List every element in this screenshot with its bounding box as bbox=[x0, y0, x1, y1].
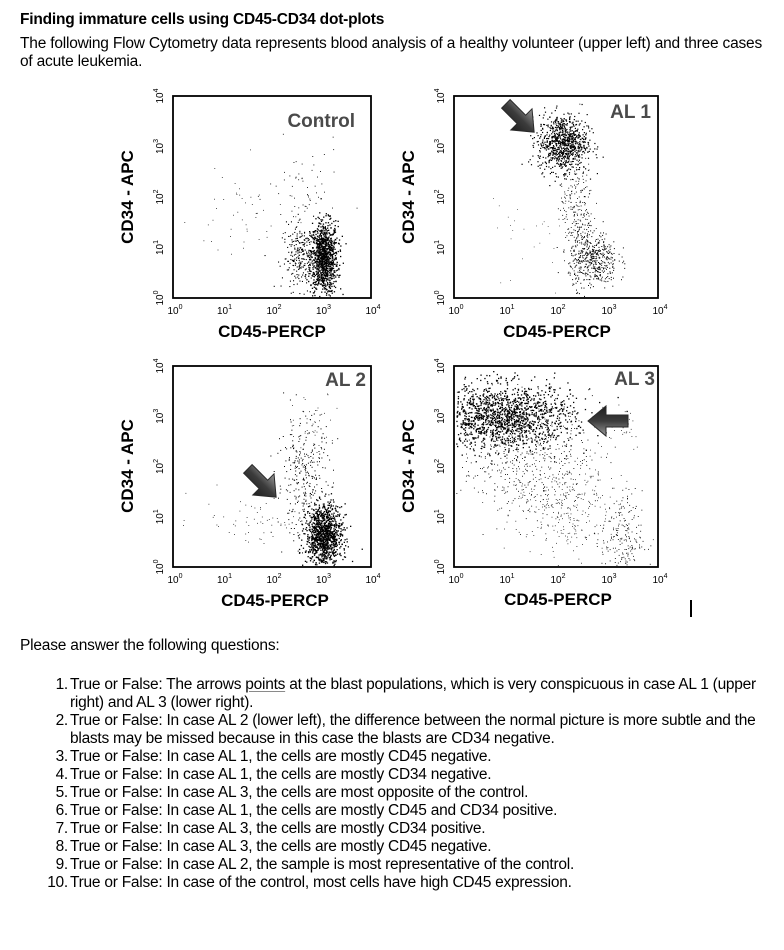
svg-text:101: $10^1$ bbox=[434, 239, 447, 256]
svg-text:102: $10^2$ bbox=[266, 304, 282, 317]
svg-text:104: $10^4$ bbox=[434, 88, 447, 104]
tick-label bbox=[153, 290, 166, 305]
blast-arrow-icon bbox=[495, 93, 544, 142]
tick-label bbox=[652, 573, 667, 586]
tick-label bbox=[153, 459, 166, 474]
plot-label: AL 1 bbox=[610, 102, 651, 123]
question-item bbox=[20, 784, 770, 802]
page-title: Finding immature cells using CD45-CD34 dot-plots bbox=[20, 11, 385, 28]
y-axis-label: CD34 - APC bbox=[399, 150, 418, 244]
question-number: 5. bbox=[55, 784, 68, 801]
question-number: 3. bbox=[55, 748, 68, 765]
svg-text:104: $10^4$ bbox=[153, 358, 166, 374]
tick-label bbox=[434, 509, 447, 524]
question-text: True or False: The arrows bbox=[70, 676, 246, 693]
tick-label bbox=[153, 240, 166, 255]
question-number: 2. bbox=[55, 712, 68, 729]
axis-ticks bbox=[434, 358, 668, 586]
x-axis-label: CD45-PERCP bbox=[221, 591, 329, 610]
plot-label: AL 3 bbox=[614, 369, 655, 390]
underlined-word: points bbox=[245, 676, 286, 693]
tick-label bbox=[365, 573, 380, 586]
tick-label bbox=[316, 304, 331, 317]
svg-text:100: $10^0$ bbox=[153, 559, 166, 575]
svg-text:102: $10^2$ bbox=[550, 304, 566, 317]
svg-text:100: $10^0$ bbox=[167, 304, 183, 317]
question-item bbox=[20, 838, 770, 856]
question-text: True or False: In case AL 2, the sample is most representative of the control. bbox=[70, 856, 575, 873]
question-number: 1. bbox=[55, 676, 68, 693]
tick-label bbox=[365, 304, 380, 317]
svg-text:103: $10^3$ bbox=[601, 304, 617, 317]
x-axis-label: CD45-PERCP bbox=[504, 590, 612, 609]
svg-text:104: $10^4$ bbox=[365, 573, 381, 586]
question-text: True or False: In case AL 2 (lower left), the difference between the normal picture is more subtle and the blasts may be missed because in this case the blasts are CD34 negative. bbox=[70, 712, 756, 747]
dot-plot-al1 bbox=[399, 88, 668, 341]
tick-label bbox=[434, 139, 447, 154]
question-item bbox=[20, 712, 770, 748]
tick-label bbox=[601, 573, 616, 586]
svg-text:103: $10^3$ bbox=[434, 138, 447, 155]
question-text: True or False: In case AL 3, the cells are mostly CD34 positive. bbox=[70, 820, 486, 837]
tick-label bbox=[167, 573, 182, 586]
question-item bbox=[20, 748, 770, 766]
question-text: True or False: In case AL 3, the cells are most opposite of the control. bbox=[70, 784, 529, 801]
tick-label bbox=[434, 88, 447, 103]
question-number: 8. bbox=[55, 838, 68, 855]
tick-label bbox=[434, 290, 447, 305]
svg-text:103: $10^3$ bbox=[153, 138, 166, 155]
plot-frame bbox=[454, 96, 658, 298]
question-item bbox=[20, 874, 770, 892]
question-number: 7. bbox=[55, 820, 68, 837]
tick-label bbox=[167, 304, 182, 317]
tick-label bbox=[434, 189, 447, 204]
tick-label bbox=[448, 304, 463, 317]
question-number: 9. bbox=[55, 856, 68, 873]
questions-intro: Please answer the following questions: bbox=[20, 637, 280, 654]
axis-ticks bbox=[153, 358, 381, 586]
dot-cloud bbox=[184, 121, 357, 298]
svg-text:102: $10^2$ bbox=[153, 458, 166, 475]
question-text: True or False: In case AL 3, the cells are mostly CD45 negative. bbox=[70, 838, 492, 855]
svg-text:104: $10^4$ bbox=[652, 304, 668, 317]
plot-frame bbox=[454, 366, 658, 567]
plot-label: Control bbox=[287, 111, 355, 132]
question-text: True or False: In case AL 1, the cells are mostly CD45 and CD34 positive. bbox=[70, 802, 558, 819]
svg-text:102: $10^2$ bbox=[266, 573, 282, 586]
tick-label bbox=[153, 409, 166, 424]
dot-plot-al2 bbox=[118, 358, 381, 610]
tick-label bbox=[153, 139, 166, 154]
question-item bbox=[20, 802, 770, 820]
tick-label bbox=[316, 573, 331, 586]
svg-text:101: $10^1$ bbox=[153, 239, 166, 256]
tick-label bbox=[601, 304, 616, 317]
svg-text:101: $10^1$ bbox=[216, 573, 233, 586]
tick-label bbox=[652, 304, 667, 317]
plot-frame bbox=[173, 366, 371, 567]
tick-label bbox=[434, 240, 447, 255]
tick-label bbox=[499, 573, 514, 586]
question-text: True or False: In case of the control, most cells have high CD45 expression. bbox=[70, 874, 572, 891]
question-item bbox=[20, 766, 770, 784]
svg-text:104: $10^4$ bbox=[153, 88, 166, 104]
svg-text:100: $10^0$ bbox=[167, 573, 183, 586]
blast-arrow-icon bbox=[588, 406, 628, 436]
svg-text:102: $10^2$ bbox=[434, 189, 447, 205]
dot-plot-al3 bbox=[399, 358, 668, 609]
tick-label bbox=[434, 358, 447, 373]
x-axis-label: CD45-PERCP bbox=[503, 322, 611, 341]
svg-text:103: $10^3$ bbox=[315, 573, 332, 586]
tick-label bbox=[550, 304, 565, 317]
tick-label bbox=[153, 189, 166, 204]
dot-plot-control bbox=[118, 88, 381, 341]
tick-label bbox=[153, 559, 166, 574]
tick-label bbox=[153, 509, 166, 524]
tick-label bbox=[499, 304, 514, 317]
question-number: 10. bbox=[47, 874, 68, 891]
question-item bbox=[20, 820, 770, 838]
tick-label bbox=[448, 573, 463, 586]
svg-text:100: $10^0$ bbox=[448, 304, 464, 317]
tick-label bbox=[153, 88, 166, 103]
tick-label bbox=[434, 559, 447, 574]
y-axis-label: CD34 - APC bbox=[399, 419, 418, 513]
question-number: 4. bbox=[55, 766, 68, 783]
dot-cloud bbox=[493, 104, 625, 297]
question-text: True or False: In case AL 1, the cells are mostly CD45 negative. bbox=[70, 748, 492, 765]
svg-text:100: $10^0$ bbox=[153, 290, 166, 306]
svg-text:104: $10^4$ bbox=[365, 304, 381, 317]
tick-label bbox=[217, 573, 232, 586]
x-axis-label: CD45-PERCP bbox=[218, 322, 326, 341]
tick-label bbox=[434, 409, 447, 424]
intro-paragraph: The following Flow Cytometry data represents blood analysis of a healthy volunteer (upper left) and three cases of acute leukemia. bbox=[20, 35, 763, 70]
question-text: True or False: In case AL 1, the cells are mostly CD34 negative. bbox=[70, 766, 492, 783]
question-item bbox=[20, 676, 770, 712]
y-axis-label: CD34 - APC bbox=[118, 419, 137, 513]
blast-arrow-icon bbox=[237, 458, 286, 507]
tick-label bbox=[266, 304, 281, 317]
question-list bbox=[20, 676, 770, 892]
tick-label bbox=[266, 573, 281, 586]
svg-text:101: $10^1$ bbox=[216, 304, 233, 317]
y-axis-label: CD34 - APC bbox=[118, 150, 137, 244]
tick-label bbox=[434, 459, 447, 474]
tick-label bbox=[550, 573, 565, 586]
question-text-end: at the blast populations, which is very conspicuous in case AL 1 (upper right) and AL 3 (lower right). bbox=[70, 676, 756, 711]
question-number: 6. bbox=[55, 802, 68, 819]
question-item bbox=[20, 856, 770, 874]
tick-label bbox=[217, 304, 232, 317]
dot-cloud bbox=[456, 371, 654, 566]
svg-text:103: $10^3$ bbox=[315, 304, 332, 317]
svg-text:101: $10^1$ bbox=[499, 304, 515, 317]
svg-text:101: $10^1$ bbox=[153, 509, 166, 525]
tick-label bbox=[153, 358, 166, 373]
svg-text:100: $10^0$ bbox=[434, 290, 447, 306]
svg-text:103: $10^3$ bbox=[153, 408, 166, 424]
text-cursor bbox=[690, 600, 692, 617]
svg-text:102: $10^2$ bbox=[153, 189, 166, 205]
plot-label: AL 2 bbox=[325, 370, 366, 391]
